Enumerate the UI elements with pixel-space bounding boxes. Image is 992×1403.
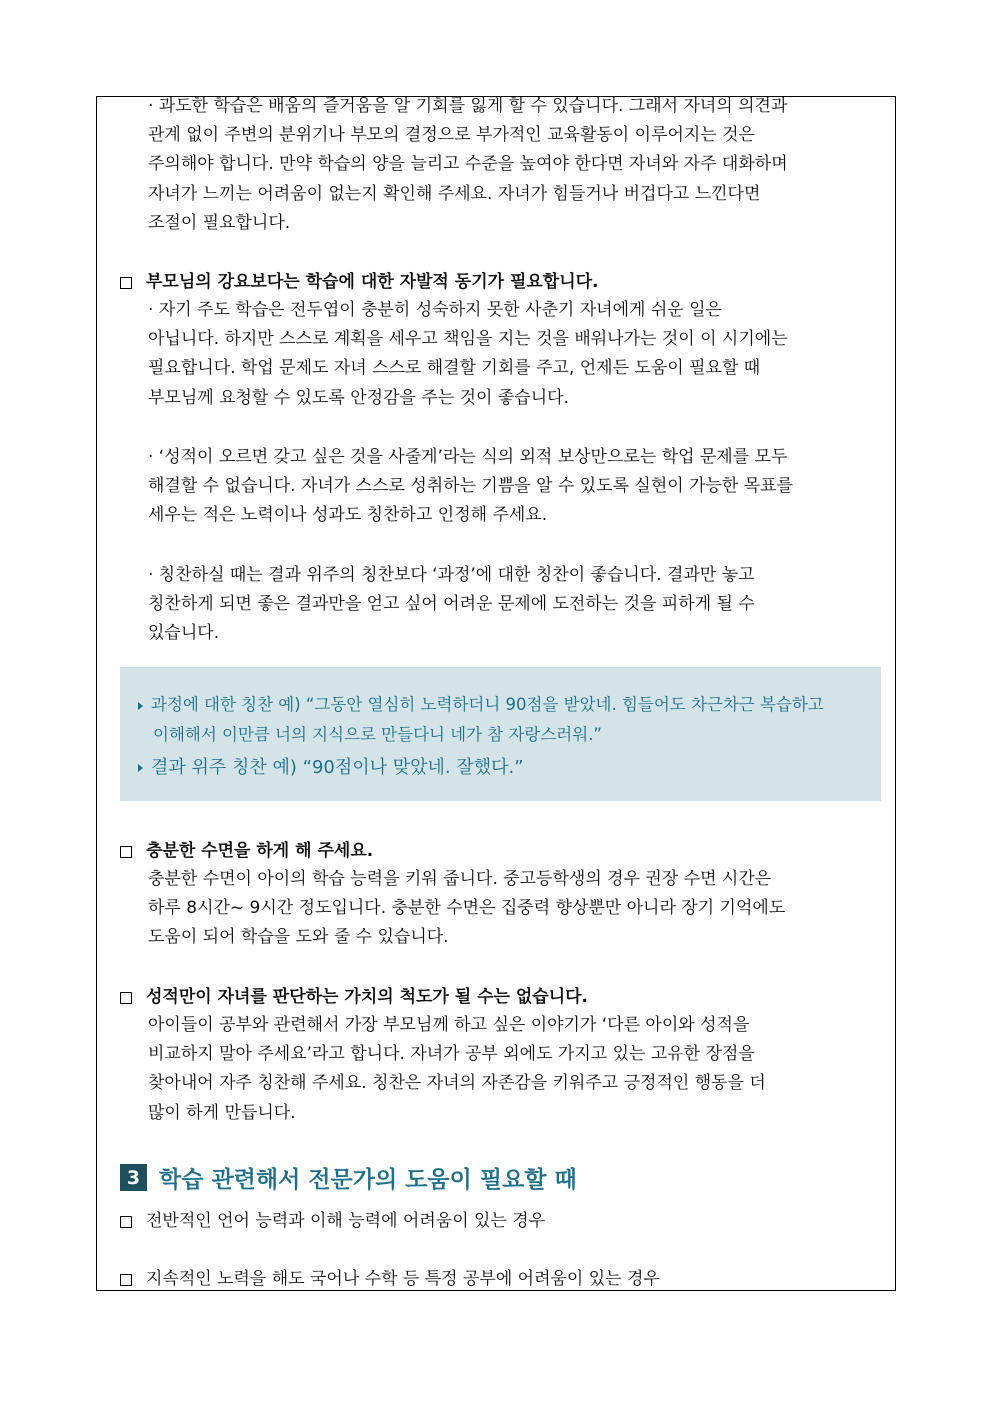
text-line: · 자기 주도 학습은 전두엽이 충분히 성숙하지 못한 사춘기 자녀에게 쉬운 일은 [148,300,722,320]
text-line: 하루 8시간~ 9시간 정도입니다. 충분한 수면은 집중력 향상뿐만 아니라 장기 기억에도 [148,898,786,919]
section-3-item-1 [120,1207,545,1236]
section-number-badge: 3 [120,1164,147,1191]
text-line: · 칭찬하실 때는 결과 위주의 칭찬보다 ‘과정’에 대한 칭찬이 좋습니다. 결과만 놓고 [148,565,755,585]
text-line: · ‘성적이 오르면 갖고 싶은 것을 사줄게’라는 식의 외적 보상만으로는 학업 문제를 모두 [148,447,788,467]
checkbox-square-icon [120,1216,132,1228]
praise-example-box [120,667,881,801]
text-line: 충분한 수면이 아이의 학습 능력을 키워 줍니다. 중고등학생의 경우 권장 수면 시간은 [148,869,772,889]
section-heading-motivation [120,268,599,297]
text-line: 조절이 필요합니다. [148,212,291,233]
item-text: 전반적인 언어 능력과 이해 능력에 어려움이 있는 경우 [146,1211,546,1231]
item-text: 지속적인 노력을 해도 국어나 수학 등 특정 공부에 어려움이 있는 경우 [146,1269,660,1289]
grades-paragraph [148,1011,874,1128]
example-process-line: 과정에 대한 칭찬 예) “그동안 열심히 노력하더니 90점을 받았네. 힘들어도 차근차근 복습하고 [138,691,824,715]
text-line: 도움이 되어 학습을 도와 줄 수 있습니다. [148,927,449,948]
text-line: 칭찬하게 되면 좋은 결과만을 얻고 싶어 어려운 문제에 도전하는 것을 피하게 될 수 [148,594,755,615]
bullet-triangle-icon [138,702,143,710]
checkbox-square-icon [120,277,132,289]
checkbox-square-icon [120,846,132,858]
text-line: 자녀가 느끼는 어려움이 없는지 확인해 주세요. 자녀가 힘들거나 버겁다고 느낀다면 [148,183,761,204]
text-line: 찾아내어 자주 칭찬해 주세요. 칭찬은 자녀의 자존감을 키워주고 긍정적인 행동을 더 [148,1073,766,1094]
section-3-title: 학습 관련해서 전문가의 도움이 필요할 때 [159,1167,577,1193]
text-line: 아닙니다. 하지만 스스로 계획을 세우고 책임을 지는 것을 배워나가는 것이 이 시기에는 [148,329,788,350]
motivation-paragraph-1 [148,296,874,413]
example-result-line: 결과 위주 칭찬 예) “90점이나 맞았네. 잘했다.” [138,753,524,779]
sleep-paragraph [148,865,874,953]
section-3-header [120,1161,577,1194]
text-line: 주의해야 합니다. 만약 학습의 양을 늘리고 수준을 높여야 한다면 자녀와 자주 대화하며 [148,154,788,175]
text-line: 많이 하게 만듭니다. [148,1102,296,1123]
text-line: 관계 없이 주변의 분위기나 부모의 결정으로 부가적인 교육활동이 이루어지는 것은 [148,125,755,146]
heading-text: 부모님의 강요보다는 학습에 대한 자발적 동기가 필요합니다. [146,272,599,292]
text-line: 비교하지 말아 주세요’라고 합니다. 자녀가 공부 외에도 가지고 있는 고유한 장점을 [148,1044,755,1065]
heading-text: 충분한 수면을 하게 해 주세요. [146,841,374,861]
text-line: 있습니다. [148,623,220,644]
text-line: 부모님께 요청할 수 있도록 안정감을 주는 것이 좋습니다. [148,387,569,408]
section-3-item-2 [120,1265,660,1294]
text-line: 세우는 적은 노력이나 성과도 칭찬하고 인정해 주세요. [148,505,548,526]
section-heading-grades [120,983,588,1012]
text-line: · 과도한 학습은 배움의 즐거움을 알 기회를 잃게 할 수 있습니다. 그래서 자녀의 의견과 [148,96,788,116]
bullet-triangle-icon [138,764,143,772]
text-line: 아이들이 공부와 관련해서 가장 부모님께 하고 싶은 이야기가 ‘다른 아이와 성적을 [148,1015,750,1035]
example-process-line-cont: 이해해서 이만큼 너의 지식으로 만들다니 네가 참 자랑스러워.” [153,725,602,744]
intro-paragraph [148,92,874,238]
text-line: 해결할 수 없습니다. 자녀가 스스로 성취하는 기쁨을 알 수 있도록 실현이 가능한 목표를 [148,476,794,497]
section-heading-sleep [120,837,373,866]
motivation-paragraph-3 [148,561,874,649]
motivation-paragraph-2 [148,443,874,531]
checkbox-square-icon [120,992,132,1004]
heading-text: 성적만이 자녀를 판단하는 가치의 척도가 될 수는 없습니다. [146,987,589,1007]
checkbox-square-icon [120,1274,132,1286]
text-line: 필요합니다. 학업 문제도 자녀 스스로 해결할 기회를 주고, 언제든 도움이 필요할 때 [148,358,761,379]
